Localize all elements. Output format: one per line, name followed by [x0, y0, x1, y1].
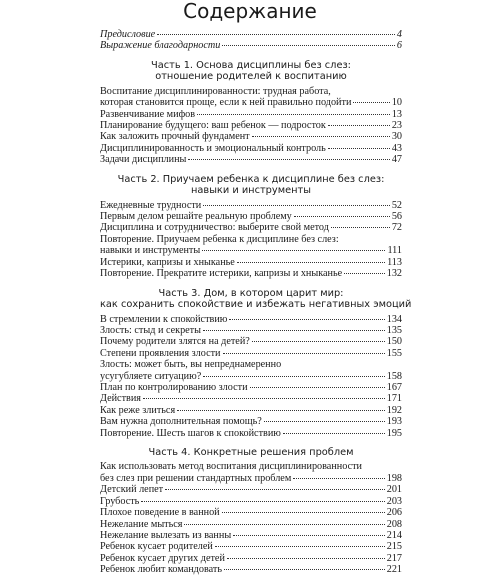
toc-entry-title: Задачи дисциплины	[100, 154, 187, 166]
dot-leader	[264, 421, 385, 422]
toc-entry	[100, 314, 402, 325]
part-heading-line-1: Часть 4. Конкретные решения проблем	[148, 446, 354, 458]
toc-entry	[100, 393, 402, 404]
toc-page-number: 23	[391, 120, 402, 132]
toc-entry	[100, 257, 402, 268]
toc-page-number: 6	[396, 40, 402, 52]
dot-leader	[222, 45, 395, 46]
table-of-contents	[100, 29, 412, 576]
dot-leader	[293, 478, 384, 479]
toc-entry-title: В стремлении к спокойствию	[100, 313, 228, 325]
toc-entry-title: Выражение благодарности	[100, 40, 221, 52]
toc-entry	[100, 484, 402, 495]
part-heading-line-2: навыки и инструменты	[191, 185, 311, 197]
toc-entry-title: Как заложить прочный фундамент	[100, 131, 250, 143]
dot-leader	[184, 524, 384, 525]
toc-entry-title: Истерики, капризы и хныканье	[100, 256, 235, 268]
toc-entry-title: Грубость	[100, 495, 140, 507]
toc-entry	[100, 143, 402, 154]
toc-entry-title-cont: которая становится проще, если к ней правильно подойти	[100, 97, 352, 109]
toc-page-number: 72	[391, 222, 402, 234]
toc-page-number: 43	[391, 142, 402, 154]
toc-entry	[100, 519, 402, 530]
dot-leader	[252, 341, 385, 342]
toc-entry	[100, 211, 402, 222]
part-heading-line-1: Часть 1. Основа дисциплины без слез:	[151, 59, 351, 71]
toc-entry-title: Нежелание мыться	[100, 518, 183, 530]
dot-leader	[223, 353, 385, 354]
toc-entry-title: Как использовать метод воспитания дисциплинированности	[100, 461, 363, 473]
dot-leader	[203, 376, 384, 377]
toc-page-number: 4	[396, 29, 402, 40]
dot-leader	[215, 546, 385, 547]
toc-entry-title: Повторение. Приучаем ребенка к дисциплине без слез:	[100, 233, 339, 245]
toc-entry	[100, 29, 402, 40]
toc-entry	[100, 428, 402, 439]
toc-entry-title: Злость: может быть, вы непреднамеренно	[100, 359, 282, 371]
dot-leader	[197, 114, 390, 115]
dot-leader	[328, 125, 390, 126]
toc-page-number: 10	[391, 97, 402, 109]
toc-entry	[100, 507, 402, 518]
toc-page-number: 155	[386, 347, 402, 359]
toc-entry-title: Действия	[100, 393, 141, 405]
dot-leader	[141, 501, 384, 502]
toc-page-number: 113	[387, 256, 402, 268]
dot-leader	[188, 159, 389, 160]
toc-page-number: 132	[386, 268, 402, 280]
toc-entry-title: Ребенок любит командовать	[100, 564, 222, 576]
toc-entry-title: Злость: стыд и секреты	[100, 324, 201, 336]
toc-entry	[100, 553, 402, 564]
toc-entry-title: Дисциплина и сотрудничество: выберите свой метод	[100, 222, 329, 234]
part-heading	[100, 287, 412, 311]
toc-page-number: 214	[386, 529, 402, 541]
toc-entry-last-line	[100, 245, 402, 256]
toc-entry-title: Развенчивание мифов	[100, 108, 196, 120]
toc-page-number: 13	[391, 108, 402, 120]
toc-page-number: 201	[386, 484, 402, 496]
dot-leader	[353, 102, 389, 103]
dot-leader	[157, 34, 395, 35]
toc-entry	[100, 268, 402, 279]
dot-leader	[165, 489, 385, 490]
part-heading	[100, 447, 402, 459]
toc-entry-title: Дисциплинированность и эмоциональный контроль	[100, 142, 326, 154]
toc-page-number: 208	[386, 518, 402, 530]
toc-page-number: 171	[386, 393, 402, 405]
toc-entry-title: Первым делом решайте реальную проблему	[100, 211, 292, 223]
toc-page-number: 195	[386, 427, 402, 439]
toc-page-number: 203	[386, 495, 402, 507]
toc-page-number: 134	[386, 313, 402, 325]
toc-entry-title: Нежелание вылезать из ванны	[100, 529, 232, 541]
toc-page-number: 221	[386, 564, 402, 576]
part-heading-line-1: Часть 2. Приучаем ребенка к дисциплине без слез:	[117, 173, 385, 185]
dot-leader	[283, 433, 385, 434]
toc-entry	[100, 541, 402, 552]
toc-entry	[100, 222, 402, 233]
toc-entry-title: План по контролированию злости	[100, 381, 248, 393]
toc-entry-title: Почему родители злятся на детей?	[100, 336, 250, 348]
dot-leader	[227, 558, 385, 559]
dot-leader	[328, 148, 390, 149]
toc-entry	[100, 40, 402, 51]
toc-entry-last-line	[100, 473, 402, 484]
dot-leader	[203, 330, 385, 331]
toc-entry-title: Плохое поведение в ванной	[100, 507, 220, 519]
toc-entry-title-cont: навыки и инструменты	[100, 245, 201, 257]
toc-entry-title: Предисловие	[100, 29, 156, 40]
toc-entry	[100, 348, 402, 359]
toc-entry-title: Повторение. Прекратите истерики, капризы и хныканье	[100, 268, 343, 280]
part-heading	[100, 174, 402, 197]
toc-page-number: 150	[386, 336, 402, 348]
toc-page-number: 47	[391, 154, 402, 166]
part-heading-line-1: Часть 3. Дом, в котором царит мир:	[158, 287, 344, 299]
toc-entry	[100, 564, 402, 575]
toc-entry-title: Степени проявления злости	[100, 347, 221, 359]
dot-leader	[294, 216, 390, 217]
toc-entry-title: Вам нужна дополнительная помощь?	[100, 416, 262, 428]
toc-entry	[100, 131, 402, 142]
toc-entry	[100, 120, 402, 131]
toc-entry-title: Ребенок кусает родителей	[100, 541, 213, 553]
toc-entry	[100, 405, 402, 416]
dot-leader	[250, 387, 385, 388]
toc-page-number: 167	[386, 381, 402, 393]
toc-entry	[100, 325, 402, 336]
dot-leader	[344, 273, 385, 274]
toc-page-number: 111	[387, 245, 402, 257]
toc-entry	[100, 496, 402, 507]
toc-page-number: 30	[391, 131, 402, 143]
toc-entry	[100, 154, 402, 165]
dot-leader	[252, 136, 390, 137]
toc-entry-title: Ребенок кусает других детей	[100, 552, 225, 564]
page-title: Содержание	[183, 0, 317, 23]
toc-entry	[100, 234, 402, 257]
dot-leader	[331, 227, 390, 228]
dot-leader	[203, 205, 390, 206]
toc-entry-last-line	[100, 97, 402, 108]
toc-entry	[100, 359, 402, 382]
toc-page-number: 158	[386, 370, 402, 382]
dot-leader	[224, 569, 385, 570]
dot-leader	[177, 410, 385, 411]
toc-entry-last-line	[100, 371, 402, 382]
dot-leader	[233, 535, 385, 536]
dot-leader	[237, 262, 385, 263]
dot-leader	[229, 319, 384, 320]
part-heading-line-2: как сохранить спокойствие и избежать негативных эмоций	[100, 299, 412, 310]
dot-leader	[202, 250, 385, 251]
toc-entry-title: Как реже злиться	[100, 404, 176, 416]
toc-entry	[100, 336, 402, 347]
toc-entry	[100, 109, 402, 120]
toc-page-number: 217	[386, 552, 402, 564]
toc-entry-title-cont: усугубляете ситуацию?	[100, 370, 202, 382]
toc-entry-title-cont: без слез при решении стандартных проблем	[100, 472, 292, 484]
toc-entry-title: Детский лепет	[100, 484, 164, 496]
toc-page-number: 52	[391, 199, 402, 211]
toc-entry	[100, 86, 402, 109]
toc-page-number: 193	[386, 416, 402, 428]
toc-page-number: 215	[386, 541, 402, 553]
dot-leader	[143, 398, 385, 399]
part-heading	[100, 60, 402, 83]
toc-page-number: 206	[386, 507, 402, 519]
dot-leader	[222, 512, 385, 513]
toc-entry-title: Повторение. Шесть шагов к спокойствию	[100, 427, 281, 439]
toc-entry-title: Ежедневные трудности	[100, 199, 202, 211]
toc-entry-title: Планирование будущего: ваш ребенок — подросток	[100, 120, 326, 132]
toc-entry	[100, 416, 402, 427]
toc-entry	[100, 530, 402, 541]
toc-page-number: 198	[386, 472, 402, 484]
toc-entry-title: Воспитание дисциплинированности: трудная работа,	[100, 85, 331, 97]
toc-entry	[100, 461, 402, 484]
toc-page-number: 192	[386, 404, 402, 416]
part-heading-line-2: отношение родителей к воспитанию	[155, 71, 347, 83]
toc-entry	[100, 200, 402, 211]
toc-page-number: 135	[386, 324, 402, 336]
toc-page-number: 56	[391, 211, 402, 223]
toc-entry	[100, 382, 402, 393]
